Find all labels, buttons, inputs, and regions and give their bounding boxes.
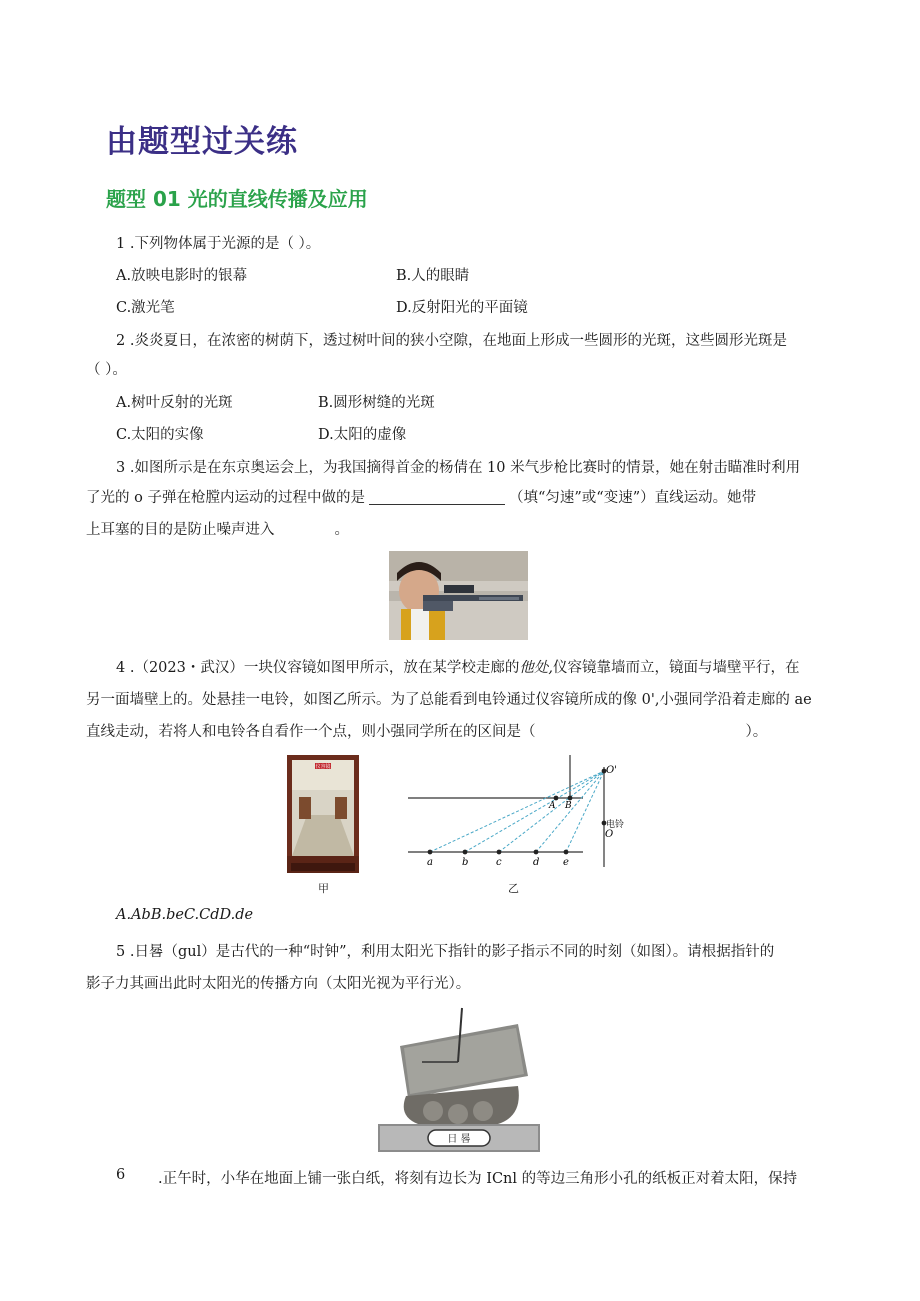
light-rays <box>430 771 604 852</box>
q3-line-2-start: 了光的 o 子弹在枪膛内运动的过程中做的是 <box>86 490 365 506</box>
point-a-label: a <box>427 857 433 868</box>
shooter-illustration <box>389 551 528 640</box>
q5-line-2: 影子力其画出此时太阳光的传播方向（太阳光视为平行光）。 <box>86 976 471 992</box>
point-b-label: b <box>462 857 469 868</box>
point-c-label: c <box>496 857 502 868</box>
q1-option-b: B.人的眼睛 <box>396 268 470 284</box>
q3-line-2 <box>86 486 756 507</box>
page-heading: 由题型过关练 <box>106 124 298 160</box>
sundial-photo <box>378 1006 540 1152</box>
q3-line-3-start: 上耳塞的目的是防止噪声进入 <box>86 522 275 538</box>
q2-line-2: （ ）。 <box>86 362 127 378</box>
q4-line-1-italic: 他处, <box>519 660 553 676</box>
q4-line-1-start: 4 .（2023・武汉）一块仪容镜如图甲所示，放在某学校走廊的 <box>116 660 520 676</box>
q1-option-a: A.放映电影时的银幕 <box>116 268 248 284</box>
corridor-diagram <box>398 755 638 895</box>
q3-line-2-end: （填“匀速”或“变速”）直线运动。她带 <box>508 490 757 506</box>
q4-line-3 <box>86 720 767 741</box>
q1-stem: 1 .下列物体属于光源的是（ ）。 <box>116 236 321 252</box>
q4-line-1-end: 仪容镜靠墙而立，镜面与墙壁平行，在 <box>552 660 800 676</box>
q1-option-d: D.反射阳光的平面镜 <box>396 300 528 316</box>
q4-line-1 <box>116 656 799 677</box>
q3-line-3 <box>86 518 349 539</box>
shooter-photo <box>389 551 528 640</box>
q2-option-a: A.树叶反射的光斑 <box>116 395 233 411</box>
q3-line-3-end: 。 <box>334 522 349 538</box>
point-B-label: B <box>565 801 572 811</box>
q2-option-d: D.太阳的虚像 <box>318 427 407 443</box>
mirror-photo <box>287 755 359 873</box>
q2-line-1: 2 .炎炎夏日，在浓密的树荫下，透过树叶间的狭小空隙，在地面上形成一些圆形的光斑，这些圆形光斑是 <box>116 333 787 349</box>
q6-text: .正午时，小华在地面上铺一张白纸，将刻有边长为 ICnl 的等边三角形小孔的纸板正对着太阳，保持 <box>158 1171 798 1187</box>
q5-line-1: 5 .日晷（gul）是古代的一种“时钟”，利用太阳光下指针的影子指示不同的时刻（如图）。请根据指针的 <box>116 944 775 960</box>
mirror-sign: 仪容镜 <box>315 764 331 770</box>
point-A-label: A <box>549 801 556 811</box>
q3-line-1: 3 .如图所示是在东京奥运会上，为我国摘得首金的杨倩在 10 米气步枪比赛时的情景，她在射击瞄准时利用 <box>116 460 801 476</box>
sundial-plaque-text: 日 晷 <box>447 1134 471 1145</box>
q4-options: A.AbB.beC.CdD.de <box>116 907 254 923</box>
q2-option-c: C.太阳的实像 <box>116 427 204 443</box>
point-d-label: d <box>533 857 540 868</box>
q3-answer-blank <box>369 490 505 505</box>
point-e-label: e <box>563 857 569 868</box>
bell-label: 电铃 <box>606 820 625 830</box>
section-title: 题型 01 光的直线传播及应用 <box>106 187 368 211</box>
point-O-label: O <box>605 829 614 840</box>
q1-option-c: C.激光笔 <box>116 300 175 316</box>
mirror-illustration <box>287 755 359 873</box>
q4-line-3-end: ）。 <box>745 724 768 740</box>
fig-jia-caption: 甲 <box>318 882 329 895</box>
fig-yi-caption: 乙 <box>508 882 519 895</box>
point-O-prime-label: O' <box>606 765 617 776</box>
q4-line-2: 另一面墙壁上的。处悬挂一电铃，如图乙所示。为了总能看到电铃通过仪容镜所成的像 0',小强同学沿着走廊的 ae <box>86 692 812 708</box>
q4-line-3-start: 直线走动，若将人和电铃各自看作一个点，则小强同学所在的区间是（ <box>86 724 536 740</box>
sundial-illustration <box>378 1006 540 1152</box>
q6-number: 6 <box>116 1167 126 1183</box>
q2-option-b: B.圆形树缝的光斑 <box>318 395 435 411</box>
